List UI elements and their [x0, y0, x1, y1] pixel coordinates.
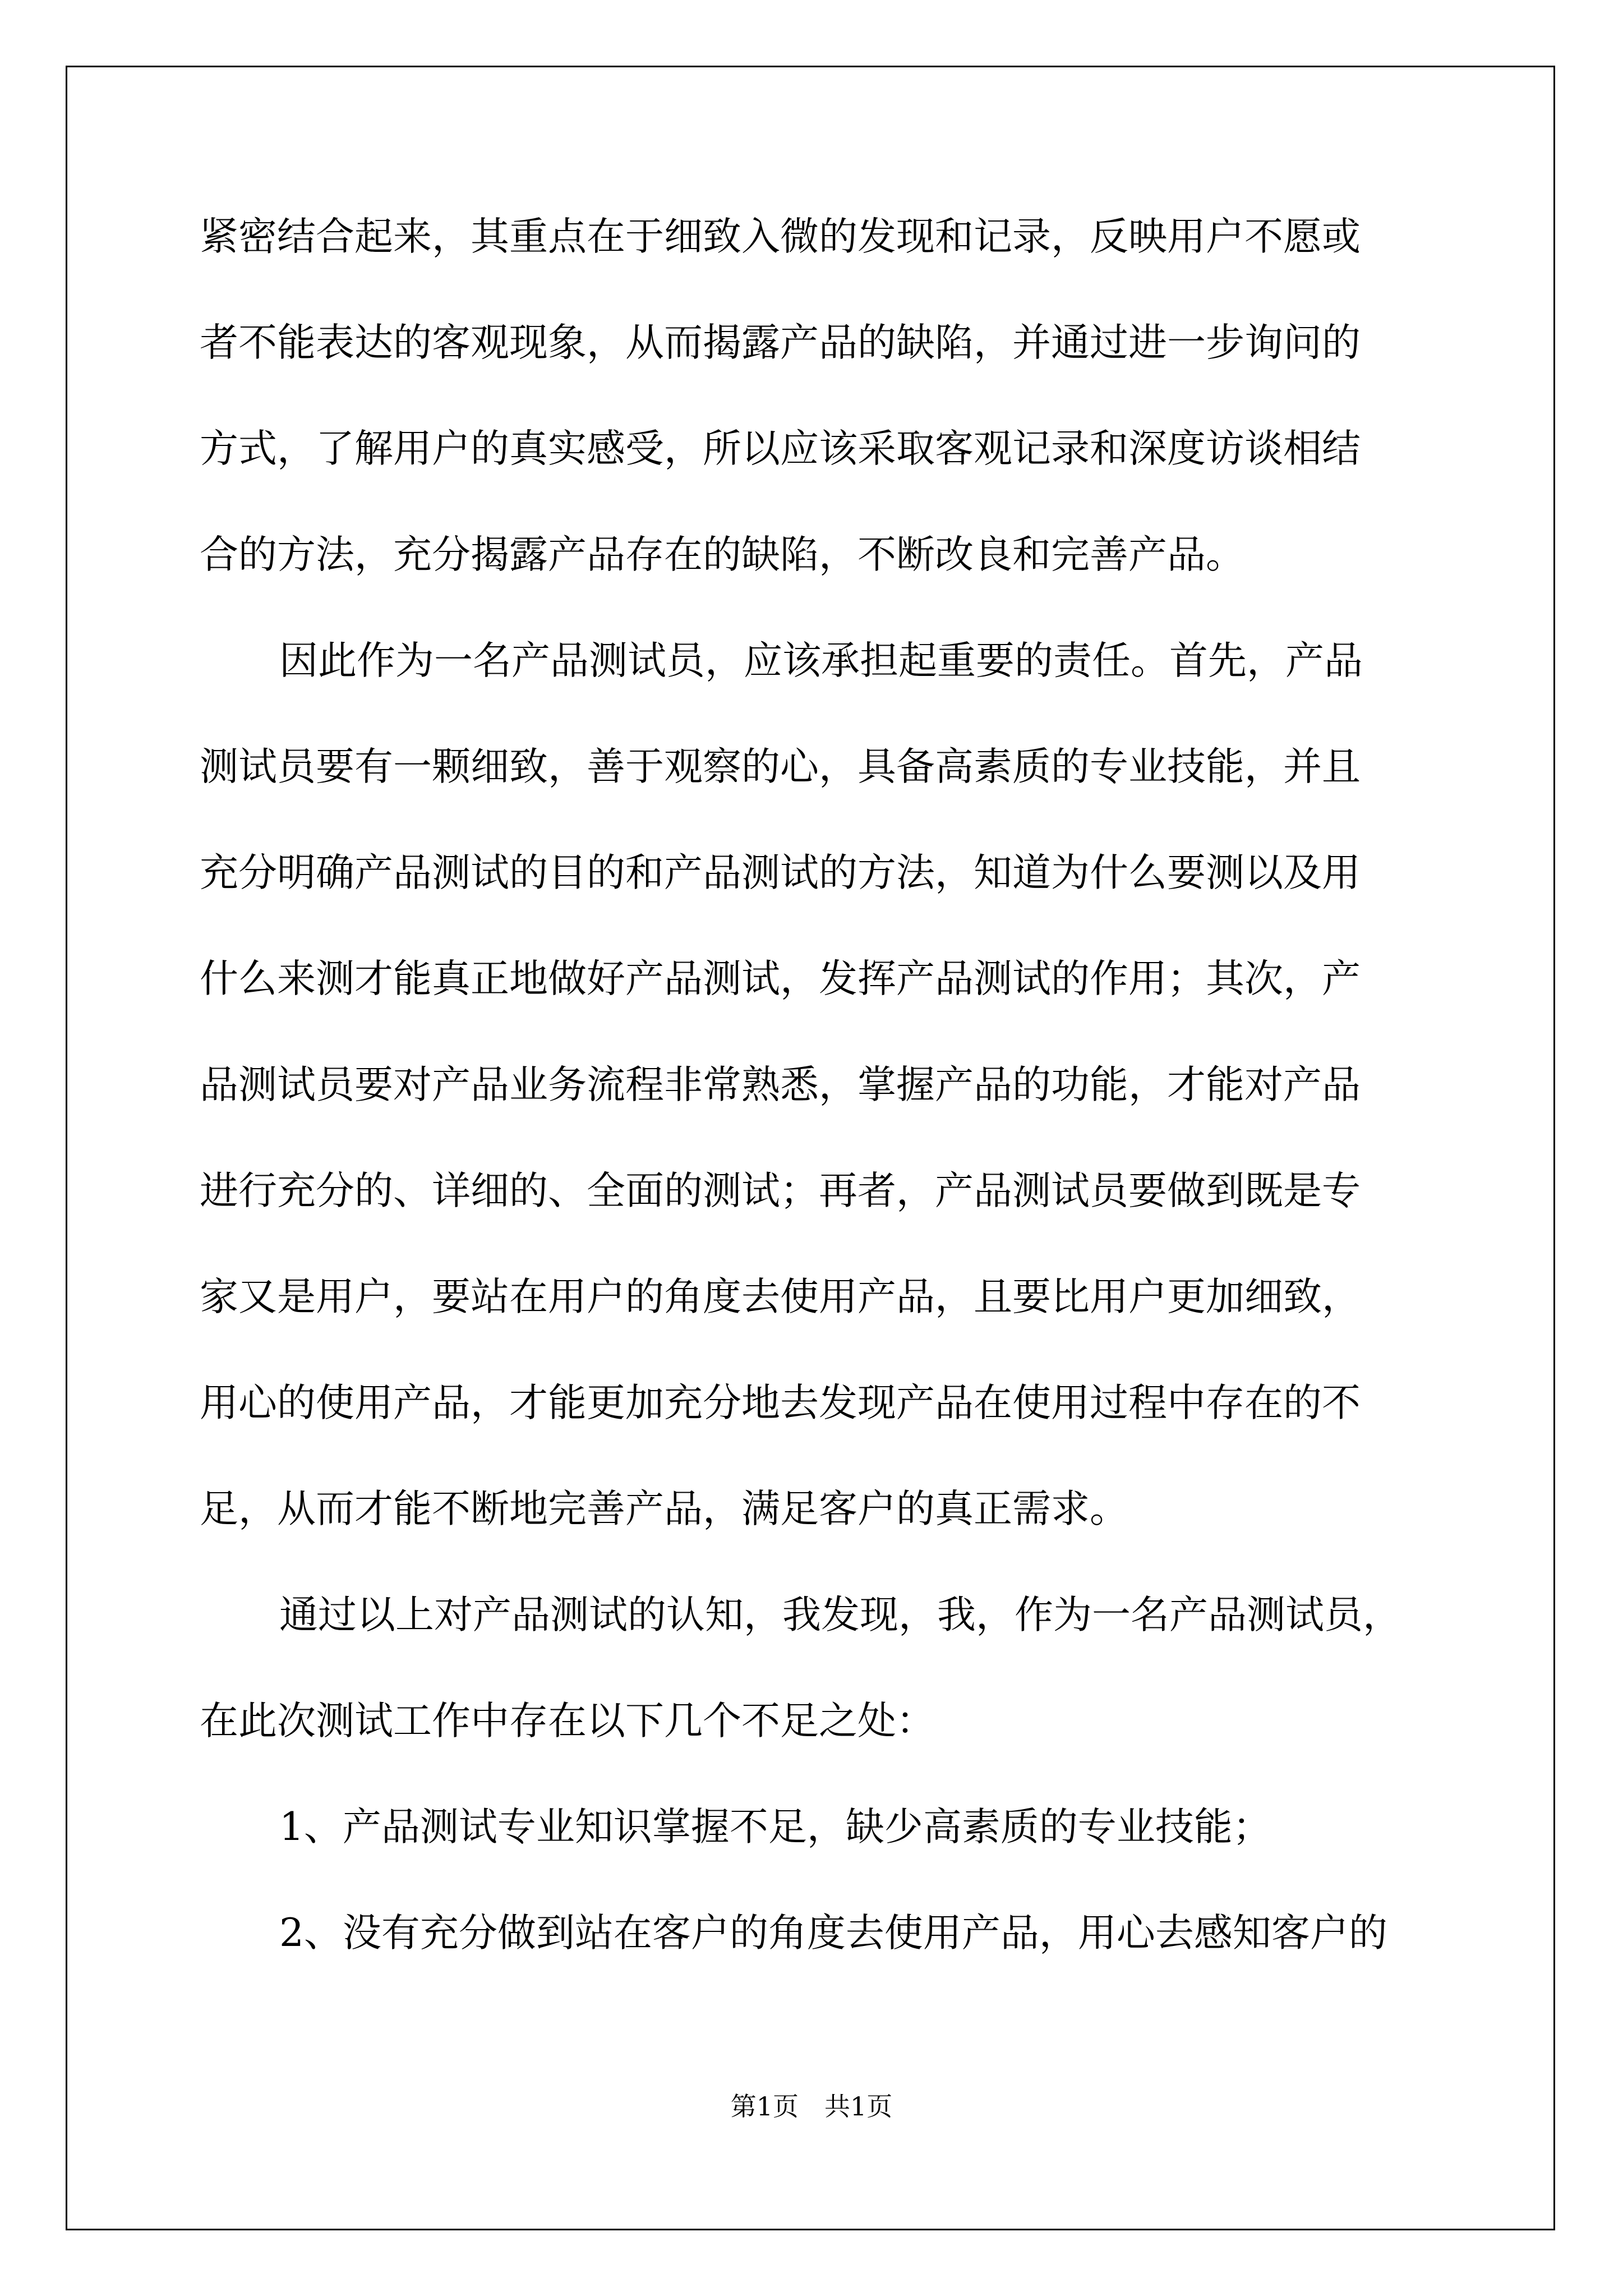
page-number: 第1页 共1页 [730, 2091, 893, 2122]
text-line: 充分明确产品测试的目的和产品测试的方法，知道为什么要测以及用 [200, 850, 1361, 895]
text-line: 什么来测才能真正地做好产品测试，发挥产品测试的作用；其次，产 [200, 956, 1361, 1001]
list-item-line: 2、没有充分做到站在客户的角度去使用产品，用心去感知客户的 [279, 1911, 1387, 1955]
text-line: 测试员要有一颗细致，善于观察的心，具备高素质的专业技能，并且 [200, 744, 1361, 789]
text-line: 足，从而才能不断地完善产品，满足客户的真正需求。 [200, 1487, 1128, 1531]
text-line: 家又是用户，要站在用户的角度去使用产品，且要比用户更加细致， [200, 1274, 1361, 1319]
text-line: 在此次测试工作中存在以下几个不足之处： [200, 1699, 935, 1743]
text-line: 品测试员要对产品业务流程非常熟悉，掌握产品的功能，才能对产品 [200, 1062, 1361, 1107]
text-line: 合的方法，充分揭露产品存在的缺陷，不断改良和完善产品。 [200, 532, 1244, 577]
text-line: 进行充分的、详细的、全面的测试；再者，产品测试员要做到既是专 [200, 1168, 1361, 1213]
text-line: 用心的使用产品，才能更加充分地去发现产品在使用过程中存在的不 [200, 1381, 1361, 1425]
paragraph-start-line: 因此作为一名产品测试员，应该承担起重要的责任。首先，产品 [279, 638, 1363, 683]
paragraph-start-line: 通过以上对产品测试的认知，我发现，我，作为一名产品测试员， [279, 1593, 1401, 1637]
page-border [66, 66, 1555, 2230]
text-line: 方式，了解用户的真实感受，所以应该采取客观记录和深度访谈相结 [200, 426, 1361, 471]
list-item-line: 1、产品测试专业知识掌握不足，缺少高素质的专业技能； [279, 1805, 1271, 1849]
text-line: 紧密结合起来，其重点在于细致入微的发现和记录，反映用户不愿或 [200, 214, 1361, 259]
text-line: 者不能表达的客观现象，从而揭露产品的缺陷，并通过进一步询问的 [200, 320, 1361, 365]
